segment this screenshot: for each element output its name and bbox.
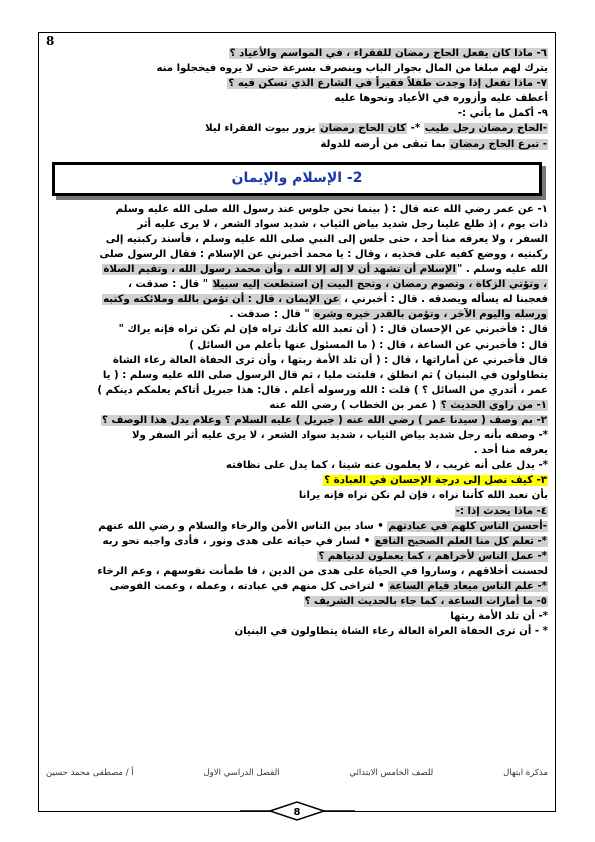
hadith-lesson-block xyxy=(46,202,548,640)
highlighted-text: ٦- ماذا كان يفعل الحاج رمضان للفقراء ، في المواسم والأعياد ؟ xyxy=(229,48,547,59)
highlighted-text: *- عمل الناس لأخراهم ، كما يعملون لدنياهم ؟ xyxy=(318,550,547,562)
highlighted-text: *- علم الناس ميعاد قيام الساعة xyxy=(389,581,547,592)
line-text: " قال : صدقت . xyxy=(229,309,314,321)
highlighted-text: ٥- ما أمارات الساعة ، كما جاء بالحديث الشريف ؟ xyxy=(304,596,547,608)
highlighted-text: ، وتؤتي الزكاة ، وتصوم رمضان ، وتحج البيت إن استطعت إليه سبيلا xyxy=(212,279,547,291)
text-line xyxy=(46,368,548,383)
highlighted-text: عن الإيمان ، قال : أن تؤمن بالله وملائكته وكتبه xyxy=(103,294,340,306)
footer-teacher: أ / مصطفى محمد حسين xyxy=(46,768,134,778)
text-line xyxy=(46,217,548,232)
line-text: عمر ، أتدري من السائل ؟ ) قلت : الله ورسوله أعلم . قال: هذا جبريل أتاكم يعلمكم دينكم ) xyxy=(97,384,548,396)
text-line xyxy=(46,624,548,639)
line-text: السفر ، ولا يعرفه منا أحد ، حتى جلس إلى النبي صلى الله عليه وسلم ، فأسند ركبتيه إلى xyxy=(105,233,548,245)
highlighted-text: ١- من راوي الحديث ؟ xyxy=(440,399,547,411)
line-text: ركبتيه ، ووضع كفيه على فخذيه ، وقال : يا محمد أخبرني عن الإسلام : فقال الرسول صلى xyxy=(99,248,548,260)
line-text: " قال : صدقت ، xyxy=(128,279,212,291)
line-text: • لتراخى كل منهم في عبادته ، وعمله ، وعمت الفوضى xyxy=(109,581,389,592)
text-line xyxy=(46,338,548,353)
highlighted-text: الإسلام أن تشهد أن لا إله إلا الله ، وأن محمد رسول الله ، وتقيم الصلاة xyxy=(103,264,457,276)
text-line xyxy=(46,504,548,519)
text-line xyxy=(46,232,548,247)
highlighted-text: *- تعلم كل منا العلم الصحيح النافع xyxy=(374,535,547,547)
text-line xyxy=(46,262,548,277)
highlighted-text: كان الحاج رمضان xyxy=(319,123,407,135)
text-line xyxy=(46,46,548,61)
line-text: الله عليه وسلم . " xyxy=(457,264,548,276)
text-line xyxy=(46,322,548,337)
section-title-box xyxy=(52,162,542,196)
text-line xyxy=(46,76,548,91)
text-line xyxy=(46,473,548,488)
page-footer xyxy=(46,768,548,778)
text-line xyxy=(46,443,548,458)
text-line xyxy=(46,458,548,473)
questions-block-1 xyxy=(46,46,548,152)
line-text: *- وصفه بأنه رجل شديد بياض الثياب ، شديد سواد الشعر ، لا يرى عليه أثر السفر ولا xyxy=(131,430,548,442)
text-line xyxy=(46,564,548,579)
line-text: ذات يوم ، إذ طلع علينا رجل شديد بياض الثياب ، شديد سواد الشعر ، لا يرى عليه أثر xyxy=(137,218,548,230)
text-line xyxy=(46,413,548,428)
text-line xyxy=(46,534,548,549)
line-text: يترك لهم مبلغا من المال بجوار الباب وينصرف بسرعة حتى لا يروه فيخجلوا منه xyxy=(156,63,548,75)
highlighted-text: ٤- ماذا يحدث إذا :- xyxy=(455,505,547,517)
text-line xyxy=(46,292,548,307)
text-line xyxy=(46,247,548,262)
text-line xyxy=(46,549,548,564)
text-line xyxy=(46,383,548,398)
text-line xyxy=(46,61,548,76)
page-number-bottom: 8 xyxy=(293,807,301,818)
text-line xyxy=(46,609,548,624)
line-text: • لسار في حياته على هدى ونور ، فأدى واجبه نحو ربه xyxy=(102,535,374,547)
line-text: ١- عن عمر رضي الله عنه قال : ( بينما نحن جلوس عند رسول الله صلى الله عليه وسلم xyxy=(115,203,548,215)
line-text: قال فأخبرني عن أماراتها ، قال : ( أن تلد الأمة ربتها ، وأن ترى الحفاة العالة رعاء الشاة xyxy=(112,354,548,366)
line-text: *- أن تلد الأمة ربتها xyxy=(450,611,548,623)
line-text: بما تبقى من أرضه للدولة xyxy=(320,138,450,150)
text-line xyxy=(46,106,548,121)
document-body xyxy=(46,46,548,639)
line-text: يعرفه منا أحد . xyxy=(473,445,548,457)
text-line xyxy=(46,307,548,322)
line-text: قال : فأخبرني عن الساعة ، قال : ( ما المسئول عنها بأعلم من السائل ) xyxy=(189,339,548,351)
text-line xyxy=(46,137,548,152)
highlighted-text: -أحسن الناس كلهم في عبادتهم xyxy=(388,520,547,532)
line-text: * - أن ترى الحفاة العراة العالة رعاء الشاة يتطاولون في البنيان xyxy=(234,626,548,638)
text-line xyxy=(46,353,548,368)
line-text: لحسنت أخلاقهم ، وساروا في الحياة على هدى من الدين ، فا طمأنت نفوسهم ، وعم الرخاء xyxy=(97,565,548,577)
line-text: *- xyxy=(407,123,424,135)
highlighted-text: - تبرع الحاج رمضان xyxy=(450,138,547,150)
line-text: • ساد بين الناس الأمن والرخاء والسلام و رضي الله عنهم xyxy=(98,520,388,532)
line-text: يزور بيوت الفقراء ليلا xyxy=(205,123,319,135)
highlighted-text: -الحاج رمضان رجل طيب xyxy=(424,123,547,135)
text-line xyxy=(46,91,548,106)
line-text: بأن نعبد الله كأننا نراه ، فإن لم نكن نراه فإنه يرانا xyxy=(298,490,548,502)
page-number-top: 8 xyxy=(46,34,55,48)
line-text: يتطاولون في البنيان ) ثم انطلق ، فلبثت مليا ، ثم قال الرسول صلى الله عليه وسلم : ( يا xyxy=(102,369,548,381)
line-text: *- يدل على أنه غريب ، لا يعلمون عنه شينا ، كما يدل على نظافته xyxy=(225,460,548,472)
highlighted-text: ورسله واليوم الآخر ، وتؤمن بالقدر خيره وشره xyxy=(314,309,547,321)
footer-note-name: مذكرة ابتهال xyxy=(503,768,548,778)
line-text: أعطف عليه وأزوره في الأعياد ونحوها عليه xyxy=(334,93,548,105)
text-line xyxy=(46,428,548,443)
text-line xyxy=(46,398,548,413)
line-text: ٩- أكمل ما يأتي :- xyxy=(457,108,548,120)
highlighted-text: ٣- كيف نصل إلى درجة الإحسان في العبادة ؟ xyxy=(324,475,547,487)
text-line xyxy=(46,277,548,292)
text-line xyxy=(46,202,548,217)
page-number-ornament xyxy=(0,800,595,822)
text-line xyxy=(46,519,548,534)
line-text: قال : فأخبرني عن الإحسان قال : ( أن تعبد الله كأنك تراه فإن لم تكن تراه فإنه يراك " xyxy=(118,324,548,336)
highlighted-text: ٢- بم وصف ( سيدنا عمر ) رضي الله عنه ( جبريل ) عليه السلام ؟ وعلام يدل هذا الوصف ؟ xyxy=(101,414,547,426)
footer-grade: للصف الخامس الابتدائي xyxy=(349,768,434,778)
line-text: ( عمر بن الخطاب ) رضي الله عنه xyxy=(269,399,440,411)
line-text: فعجبنا له يسأله ويصدقه . قال : أخبرني ، xyxy=(340,294,548,306)
section-title: 2- الإسلام والإيمان xyxy=(231,170,363,187)
text-line xyxy=(46,121,548,136)
text-line xyxy=(46,594,548,609)
highlighted-text: ٧- ماذا تفعل إذا وجدت طفلاً فقيراً في الشارع الذي تسكن فيه ؟ xyxy=(228,78,547,90)
text-line xyxy=(46,579,548,594)
footer-term: الفصل الدراسي الاول xyxy=(203,768,280,778)
text-line xyxy=(46,488,548,503)
